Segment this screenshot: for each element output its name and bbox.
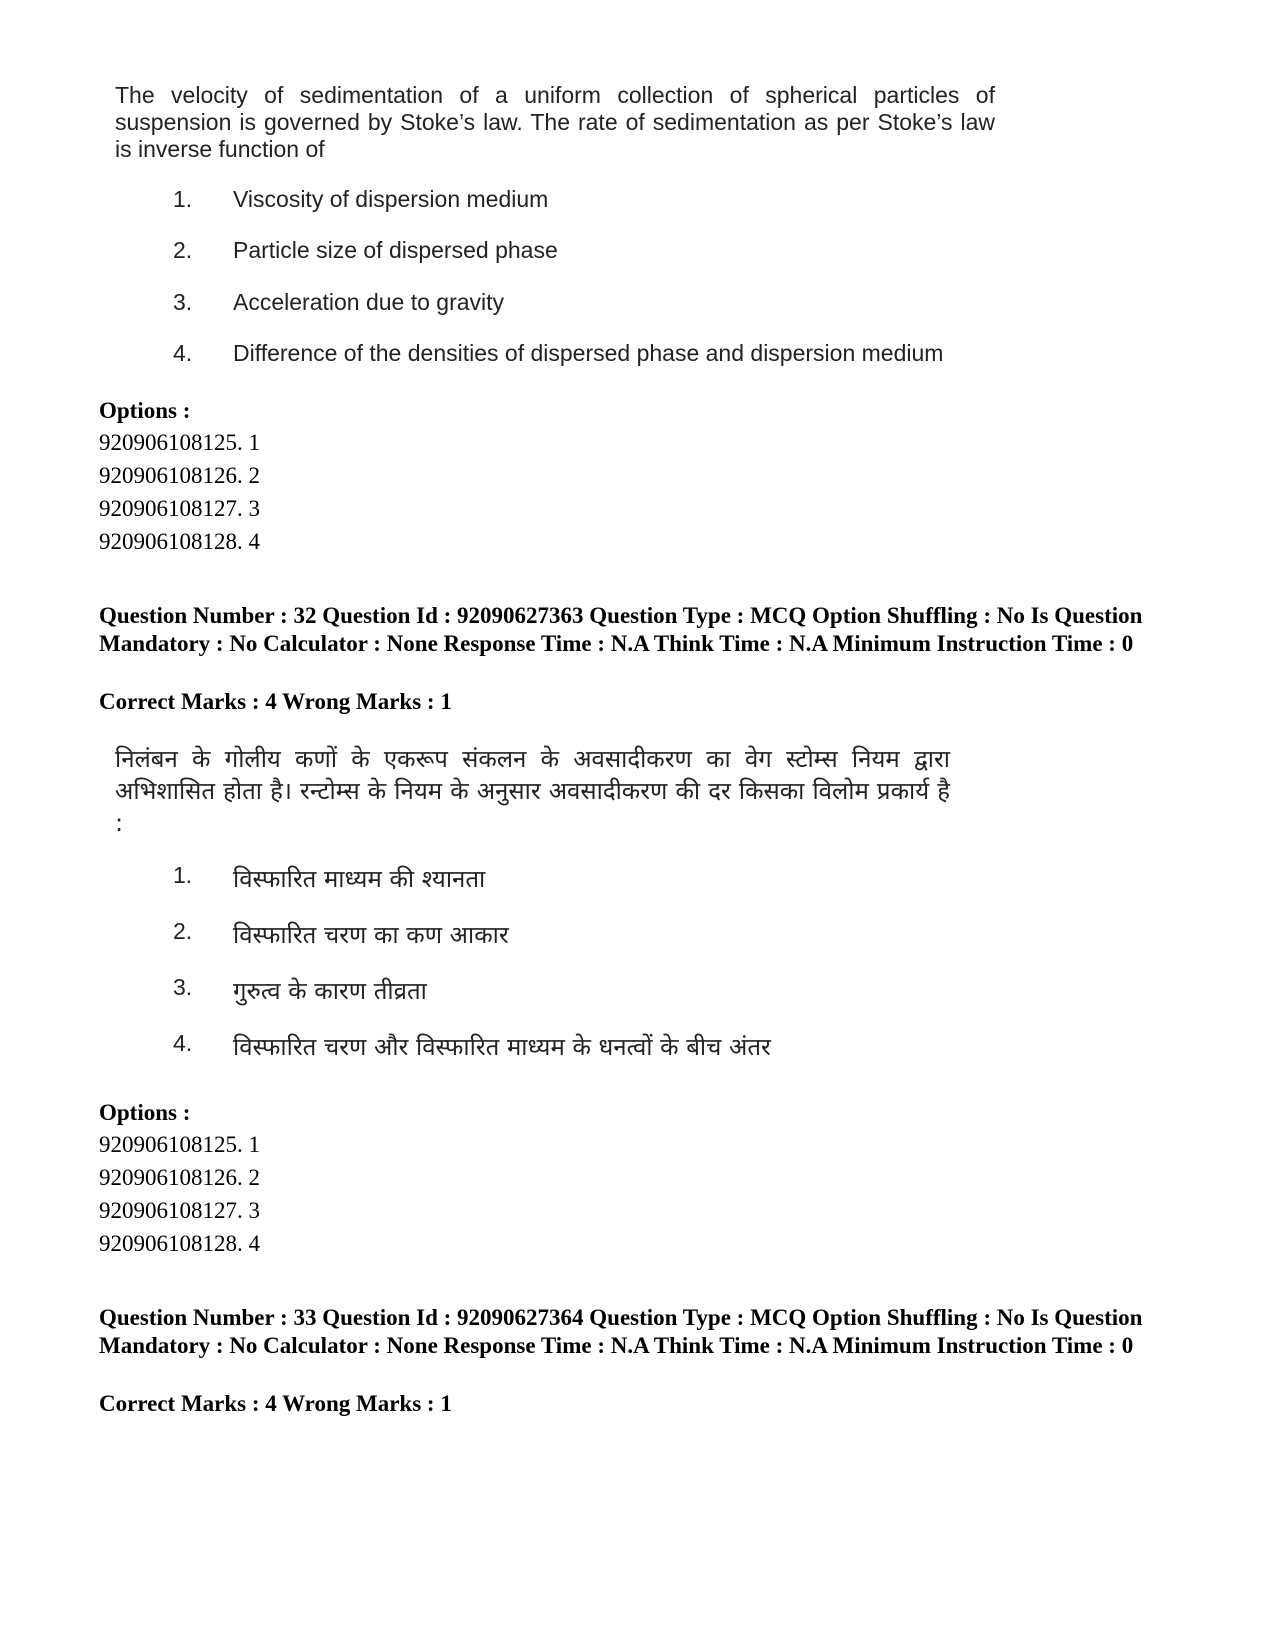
item-number: 3. [173, 289, 193, 315]
question-marks: Correct Marks : 4 Wrong Marks : 1 [99, 689, 452, 714]
question-meta: Question Number : 33 Question Id : 92090627364 Question Type : MCQ Option Shuffling : No Is Question Mandatory : No Calculator : None Response Time : N.A Think Time : N.A Minimum Instruction Time : 0 [99, 1305, 1143, 1358]
item-text: गुरुत्व के कारण तीव्रता [233, 977, 427, 1005]
options-label: Options : [99, 1100, 191, 1125]
option-item: 920906108128. 4 [99, 529, 260, 554]
item-number: 2. [173, 237, 193, 263]
item-number: 3. [173, 974, 193, 1000]
item-text: विस्फारित चरण का कण आकार [233, 921, 509, 949]
option-item: 920906108128. 4 [99, 1231, 260, 1256]
item-number: 4. [173, 340, 193, 366]
item-text: Difference of the densities of dispersed phase and dispersion medium [233, 340, 944, 366]
option-item: 920906108127. 3 [99, 1198, 260, 1223]
option-item: 920906108127. 3 [99, 496, 260, 521]
item-number: 1. [173, 186, 193, 212]
option-item: 920906108125. 1 [99, 430, 260, 455]
option-item: 920906108125. 1 [99, 1132, 260, 1157]
item-text: Particle size of dispersed phase [233, 237, 558, 263]
option-item: 920906108126. 2 [99, 463, 260, 488]
item-text: विस्फारित माध्यम की श्यानता [233, 865, 486, 893]
options-label: Options : [99, 398, 191, 423]
item-text: विस्फारित चरण और विस्फारित माध्यम के धनत्वों के बीच अंतर [233, 1033, 771, 1061]
option-item: 920906108126. 2 [99, 1165, 260, 1190]
question-text-english: The velocity of sedimentation of a uniform collection of spherical particles of suspension is governed by Stoke’s law. The rate of sedimentation as per Stoke’s law is inverse function of [115, 82, 995, 162]
question-marks: Correct Marks : 4 Wrong Marks : 1 [99, 1391, 452, 1416]
item-number: 1. [173, 862, 193, 888]
question-meta: Question Number : 32 Question Id : 92090627363 Question Type : MCQ Option Shuffling : No Is Question Mandatory : No Calculator : None Response Time : N.A Think Time : N.A Minimum Instruction Time : 0 [99, 603, 1143, 656]
item-text: Acceleration due to gravity [233, 289, 505, 315]
question-text-hindi: निलंबन के गोलीय कणों के एकरूप संकलन के अवसादीकरण का वेग स्टोम्स नियम द्वारा अभिशासित होता है। रन्टोम्स के नियम के अनुसार अवसादीकरण की दर किसका विलोम प्रकार्य है : [115, 745, 950, 837]
item-number: 4. [173, 1030, 193, 1056]
item-number: 2. [173, 918, 193, 944]
item-text: Viscosity of dispersion medium [233, 186, 549, 212]
